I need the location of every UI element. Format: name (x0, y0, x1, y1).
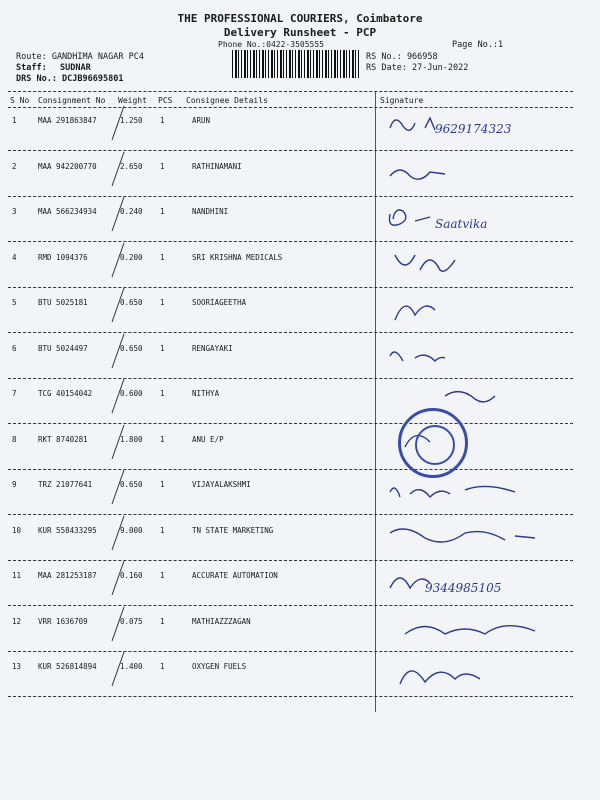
row-pcs: 1 (160, 571, 165, 580)
row-weight: 1.250 (120, 116, 143, 125)
staff-label: Staff: (16, 63, 47, 73)
row-consignee: NITHYA (192, 389, 220, 398)
row-consignment: MAA 291863847 (38, 116, 97, 125)
row-divider (8, 332, 573, 333)
row-pcs: 1 (160, 207, 165, 216)
tick-mark-icon (108, 104, 128, 144)
row-pcs: 1 (160, 389, 165, 398)
row-sno: 2 (12, 161, 17, 171)
row-consignee: SOORIAGEETHA (192, 298, 247, 307)
row-consignee: SRI KRISHNA MEDICALS (192, 252, 283, 262)
row-consignee: ACCURATE AUTOMATION (192, 571, 278, 580)
row-consignee: TN STATE MARKETING (192, 525, 274, 535)
row-consignee: NANDHINI (192, 207, 229, 216)
row-weight: 0.160 (120, 571, 143, 580)
row-pcs: 1 (160, 662, 165, 671)
row-consignment: TRZ 21077641 (38, 480, 93, 489)
signature-note: 9629174323 (435, 122, 512, 136)
tick-mark-icon (108, 650, 128, 690)
row-weight: 0.200 (120, 252, 143, 262)
row-sno: 7 (12, 389, 17, 398)
row-pcs: 1 (160, 525, 165, 535)
row-signature (385, 245, 575, 285)
row-sno: 9 (12, 480, 17, 489)
row-sno: 5 (12, 298, 17, 307)
row-sno: 12 (12, 616, 22, 626)
row-sno: 13 (12, 662, 22, 671)
row-divider (8, 696, 573, 697)
tick-mark-icon (108, 286, 128, 326)
drs-number: DRS No.: DCJB96695801 (16, 74, 124, 84)
row-consignment: RMD 1094376 (38, 252, 88, 262)
staff-name: SUDNAR (60, 63, 91, 73)
row-pcs: 1 (160, 298, 165, 307)
row-weight: 0.650 (120, 343, 143, 353)
row-consignment: KUR 526814894 (38, 662, 97, 671)
tick-mark-icon (108, 468, 128, 508)
row-divider (8, 241, 573, 242)
row-weight: 0.650 (120, 480, 143, 489)
row-sno: 4 (12, 252, 17, 262)
row-signature (385, 654, 575, 694)
row-sno: 1 (12, 116, 17, 125)
row-consignee: ANU E/P (192, 434, 224, 444)
row-consignment: MAA 942200770 (38, 161, 97, 171)
row-sno: 11 (12, 571, 22, 580)
route: Route: GANDHIMA NAGAR PC4 (16, 52, 144, 62)
row-consignment: BTU 5025181 (38, 298, 88, 307)
tick-mark-icon (108, 423, 128, 463)
col-header-consignee: Consignee Details (186, 96, 268, 105)
tick-mark-icon (108, 605, 128, 645)
tick-mark-icon (108, 377, 128, 417)
row-divider (8, 469, 573, 470)
tick-mark-icon (108, 241, 128, 281)
row-signature (385, 609, 575, 649)
row-weight: 1.400 (120, 662, 143, 671)
row-weight: 1.800 (120, 434, 143, 444)
document-subtitle: Delivery Runsheet - PCP (223, 26, 377, 39)
row-pcs: 1 (160, 252, 165, 262)
row-sno: 3 (12, 207, 17, 216)
row-consignment: RKT 8740281 (38, 434, 88, 444)
row-divider (8, 514, 573, 515)
header-divider-top (8, 91, 573, 92)
row-consignment: BTU 5024497 (38, 343, 88, 353)
row-pcs: 1 (160, 343, 165, 353)
row-pcs: 1 (160, 161, 165, 171)
row-weight: 0.240 (120, 207, 143, 216)
signature-note: Saatvika (435, 217, 488, 231)
row-pcs: 1 (160, 434, 165, 444)
row-consignee: RENGAYAKI (192, 343, 233, 353)
page-number: Page No.:1 (452, 40, 504, 50)
row-consignee: RATHINAMANI (192, 161, 242, 171)
row-divider (8, 423, 573, 424)
row-consignee: MATHIAZZZAGAN (192, 616, 251, 626)
row-signature (385, 336, 575, 376)
row-divider (8, 196, 573, 197)
row-signature (385, 290, 575, 330)
row-pcs: 1 (160, 616, 165, 626)
row-signature (385, 154, 575, 194)
row-divider (8, 605, 573, 606)
company-stamp-icon (398, 408, 468, 478)
col-header-signature: Signature (380, 96, 424, 105)
row-consignment: VRR 1636709 (38, 616, 88, 626)
tick-mark-icon (108, 559, 128, 599)
row-divider (8, 378, 573, 379)
row-pcs: 1 (160, 480, 165, 489)
row-weight: 0.075 (120, 616, 143, 626)
row-divider (8, 651, 573, 652)
col-header-consignment: Consignment No (38, 96, 106, 105)
tick-mark-icon (108, 332, 128, 372)
row-signature (385, 108, 575, 148)
barcode (232, 50, 360, 78)
col-header-weight: Weight (118, 96, 147, 105)
row-divider (8, 287, 573, 288)
row-consignment: TCG 40154042 (38, 389, 93, 398)
rs-number: RS No.: 966958 (366, 52, 438, 62)
tick-mark-icon (108, 195, 128, 235)
row-weight: 0.600 (120, 389, 143, 398)
row-signature (385, 472, 575, 512)
signature-note: 9344985105 (425, 581, 502, 595)
row-consignment: MAA 566234934 (38, 207, 97, 216)
row-signature (385, 199, 575, 239)
row-consignment: MAA 281253187 (38, 571, 97, 580)
tick-mark-icon (108, 514, 128, 554)
tick-mark-icon (108, 150, 128, 190)
row-consignee: VIJAYALAKSHMI (192, 480, 251, 489)
row-signature (385, 518, 575, 558)
row-consignee: OXYGEN FUELS (192, 662, 247, 671)
rs-date: RS Date: 27-Jun-2022 (366, 63, 469, 73)
row-sno: 10 (12, 525, 22, 535)
row-consignment: KUR 558433295 (38, 525, 97, 535)
row-sno: 8 (12, 434, 17, 444)
row-signature (385, 563, 575, 603)
row-consignee: ARUN (192, 116, 211, 125)
signature-column-line (375, 92, 376, 712)
row-divider (8, 560, 573, 561)
row-weight: 2.650 (120, 161, 143, 171)
row-weight: 9.000 (120, 525, 143, 535)
row-divider (8, 150, 573, 151)
row-weight: 0.650 (120, 298, 143, 307)
phone-number: Phone No.:0422-3505555 (218, 40, 324, 49)
col-header-pcs: PCS (158, 96, 173, 105)
row-pcs: 1 (160, 116, 165, 125)
document-title: THE PROFESSIONAL COURIERS, Coimbatore (177, 12, 423, 25)
row-sno: 6 (12, 343, 17, 353)
col-header-sno: S No (10, 96, 30, 105)
